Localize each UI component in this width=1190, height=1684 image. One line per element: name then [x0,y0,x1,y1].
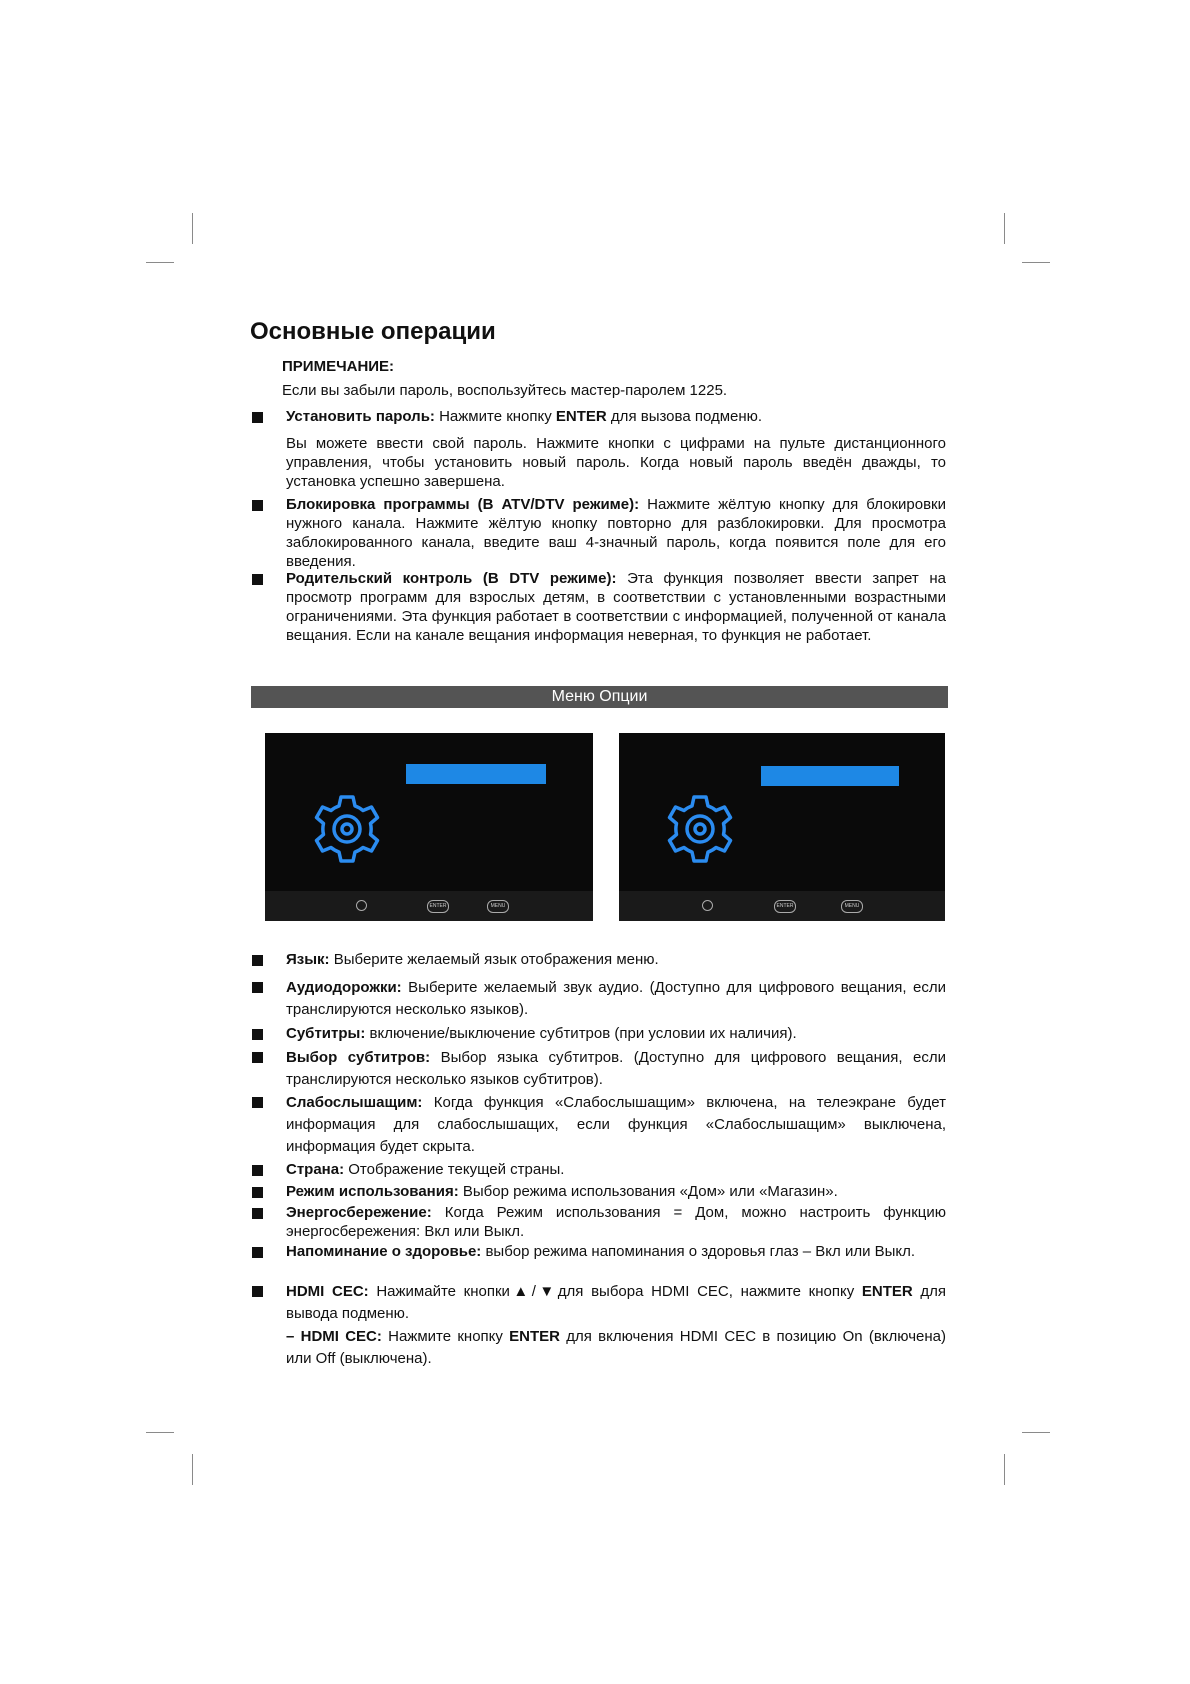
item-term: HDMI CEC: [286,1283,369,1300]
item-term: Субтитры: [286,1025,366,1042]
item-key: ENTER [861,1283,913,1300]
menu-footer [619,891,945,921]
item-text: Выбор языка субтитров. (Доступно для цифрового вещания, если транслируются несколько языков субтитров). [286,1049,947,1088]
bullet [252,1029,263,1040]
item-term: Выбор субтитров: [286,1049,431,1066]
note-heading: ПРИМЕЧАНИЕ: [282,358,395,375]
crop-mark [1004,213,1005,244]
country-item [286,1160,946,1179]
crop-mark [1022,1432,1050,1433]
bullet [252,1052,263,1063]
program-lock-item [286,495,946,571]
item-text: Отображение текущей страны. [344,1161,565,1178]
bullet [252,982,263,993]
parental-control-item [286,569,946,645]
note-text: Если вы забыли пароль, воспользуйтесь мастер-паролем 1225. [282,382,728,399]
crop-mark [192,213,193,244]
menu-highlight-bar [761,766,899,786]
hdmi-cec-subitem [286,1326,946,1370]
item-term: – HDMI CEC: [286,1328,382,1345]
enter-key-hint: ENTER [774,900,796,913]
menu-footer [265,891,593,921]
item-term: Установить пароль: [286,408,435,425]
crop-mark [146,262,174,263]
menu-highlight-bar [406,764,546,784]
bullet [252,1247,263,1258]
item-key: ENTER [555,408,607,425]
return-icon [702,900,713,911]
menu-screenshot-left [265,733,593,921]
subtitle-select-item [286,1047,946,1091]
page-title: Основные операции [250,318,496,345]
item-term: Аудиодорожки: [286,979,402,996]
section-title-bar: Меню Опции [251,686,948,708]
bullet [252,1097,263,1108]
item-term: Язык: [286,951,330,968]
item-term: Родительский контроль (В DTV режиме): [286,570,617,587]
crop-mark [192,1454,193,1485]
item-term: Страна: [286,1161,345,1178]
usage-mode-item [286,1182,946,1201]
crop-mark [146,1432,174,1433]
item-text: Эта функция позволяет ввести запрет на просмотр программ для взрослых детям, в соответствии с установленными возрастными ограничениями. Эта функция работает в соответствии с информацией, полученной от канала вещания. Если на канале вещания информация неверная, то функция не работает. [286,570,946,644]
bullet [252,500,263,511]
bullet [252,1286,263,1297]
gear-icon [307,789,387,869]
item-text: Когда функция «Слабослышащим» включена, на телеэкране будет информация для слабослышащих, если функция «Слабослышащим» выключена, информация будет скрыта. [286,1094,946,1155]
item-text: для вывода подменю. [286,1283,947,1322]
bullet [252,574,263,585]
item-text: для включения HDMI CEC в позицию On (включена) или Off (выключена). [286,1328,946,1367]
menu-screenshot-right [619,733,945,921]
bullet [252,1187,263,1198]
bullet [252,1208,263,1219]
item-text: Вы можете ввести свой пароль. Нажмите кнопки с цифрами на пульте дистанционного управления, чтобы установить новый пароль. Когда новый пароль введён дважды, то установка успешно завершена. [286,435,946,490]
crop-mark [1004,1454,1005,1485]
item-term: Слабослышащим: [286,1094,423,1111]
menu-key-hint: MENU [841,900,863,913]
item-text: Нажмите кнопку [381,1328,510,1345]
set-password-description [286,434,946,491]
bullet [252,955,263,966]
item-term: Режим использования: [286,1183,459,1200]
hearing-impaired-item [286,1092,946,1158]
item-text: выбор режима напоминания о здоровья глаз – Вкл или Выкл. [481,1243,916,1260]
language-item [286,950,946,969]
return-icon [356,900,367,911]
health-reminder-item [286,1242,946,1261]
bullet [252,412,263,423]
subtitles-item [286,1024,946,1043]
item-text: включение/выключение субтитров (при условии их наличия). [365,1025,797,1042]
gear-icon [660,789,740,869]
item-text: Нажмите кнопку [434,408,556,425]
item-term: Энергосбережение: [286,1204,432,1221]
item-term: Блокировка программы (В ATV/DTV режиме): [286,496,640,513]
item-text: Когда Режим использования = Дом, можно настроить функцию энергосбережения: Вкл или Выкл. [286,1204,946,1240]
enter-key-hint: ENTER [427,900,449,913]
item-term: Напоминание о здоровье: [286,1243,482,1260]
item-text: Выберите желаемый звук аудио. (Доступно для цифрового вещания, если транслируются несколько языков). [286,979,946,1018]
item-key: ENTER [509,1328,561,1345]
hdmi-cec-item [286,1281,946,1325]
set-password-item [286,407,946,426]
item-text: Нажимайте кнопки▲/▼для выбора HDMI CEC, нажмите кнопку [368,1283,862,1300]
item-text: Выберите желаемый язык отображения меню. [329,951,659,968]
bullet [252,1165,263,1176]
item-text: Выбор режима использования «Дом» или «Магазин». [458,1183,838,1200]
audio-tracks-item [286,977,946,1021]
item-text: для вызова подменю. [606,408,763,425]
menu-key-hint: MENU [487,900,509,913]
crop-mark [1022,262,1050,263]
item-text: Нажмите жёлтую кнопку для блокировки нужного канала. Нажмите жёлтую кнопку повторно для разблокировки. Для просмотра заблокированного канала, введите ваш 4-значный пароль, когда появится поле для его введения. [286,496,946,570]
energy-saving-item [286,1203,946,1241]
